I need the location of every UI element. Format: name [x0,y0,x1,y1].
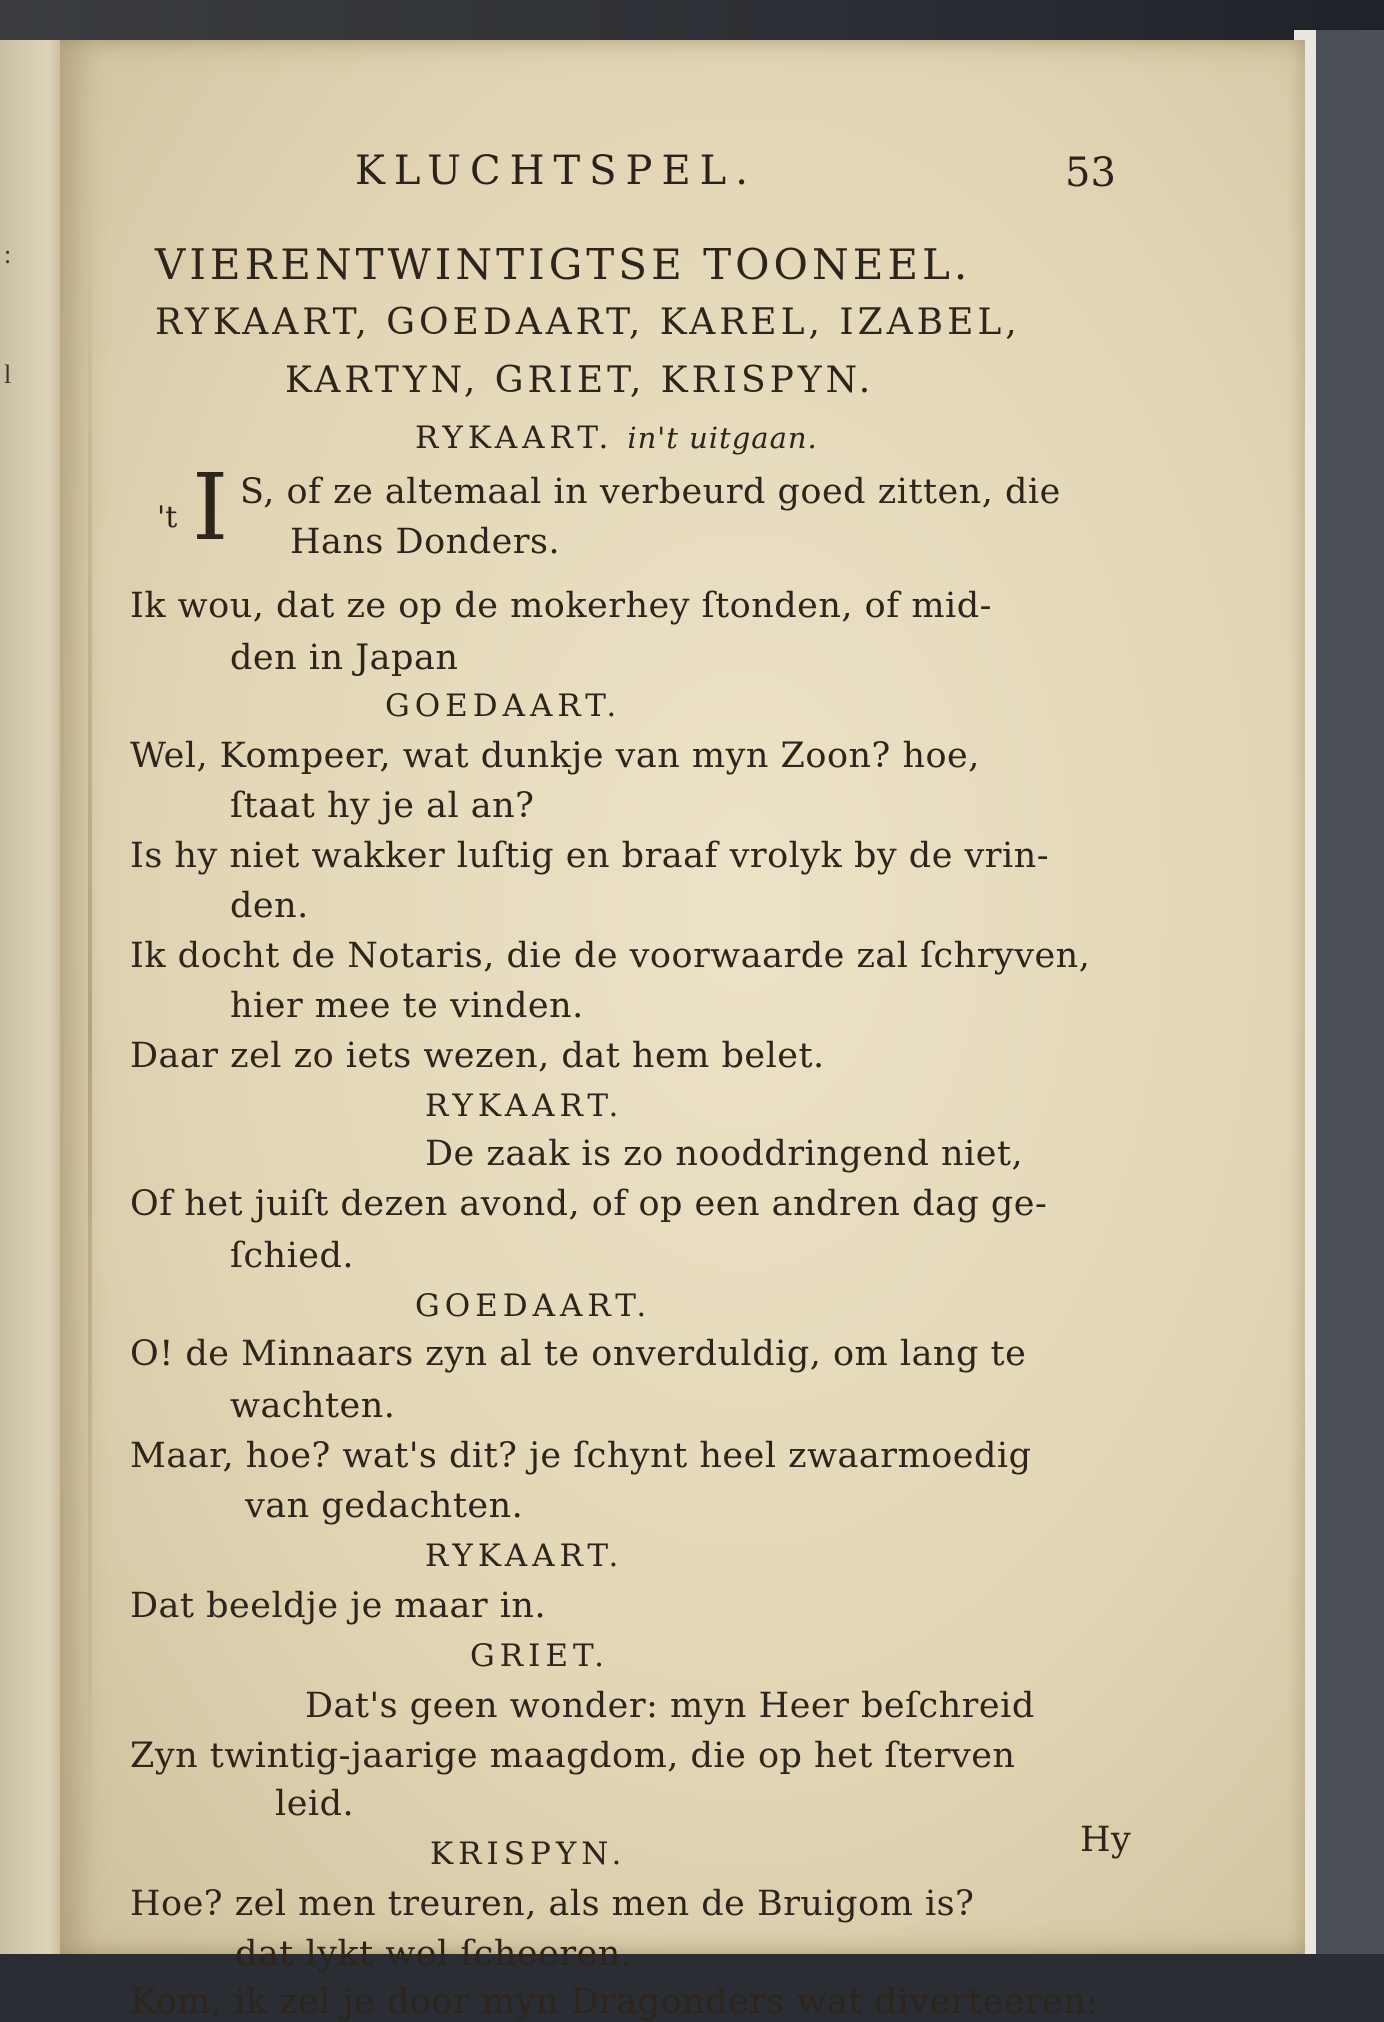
verse-line: dat lykt wel ſcheeren. [235,1934,633,1974]
verse-line: Ik wou, dat ze op de mokerhey ſtonden, of mid- [130,586,992,626]
speaker-name: GOEDAART. [415,1288,652,1324]
running-title: KLUCHTSPEL. [355,148,757,194]
verse-line: wachten. [230,1386,396,1426]
page-number: 53 [1065,150,1116,196]
verse-line: ſchied. [230,1236,355,1276]
verse-line: Hans Donders. [290,522,561,562]
speaker-name: RYKAART. [425,1538,624,1574]
cast-list: RYKAART, GOEDAART, KAREL, IZABEL, [155,302,1021,343]
catchword: Hy [1080,1820,1132,1860]
verse-line: leid. [275,1784,355,1824]
verse-line: S, of ze altemaal in verbeurd goed zitten, die [240,472,1061,512]
verse-line: Ik docht de Notaris, die de voorwaarde zal ſchryven, [130,936,1091,976]
speaker-heading [385,688,621,724]
speaker-heading [415,420,818,456]
book-cover-edge [1294,30,1384,1954]
speaker-name: KRISPYN. [430,1836,627,1872]
speaker-heading [470,1638,609,1674]
verse-line: O! de Minnaars zyn al te onverduldig, om lang te [130,1334,1027,1374]
stage-direction: in't uitgaan. [627,421,818,455]
speaker-name: RYKAART. [415,420,614,456]
verse-line: Dat's geen wonder: myn Heer beſchreid [305,1686,1035,1726]
verse-line: Hoe? zel men treuren, als men de Bruigom is? [130,1884,975,1924]
verse-line: Of het juiſt dezen avond, of op een andren dag ge- [130,1184,1048,1224]
verse-line: den in Japan [230,638,459,678]
facing-page-mark: l [4,360,12,389]
verse-line: den. [230,886,309,926]
speaker-heading [415,1288,651,1324]
facing-page-mark: : [4,240,12,269]
verse-line: De zaak is zo nooddringend niet, [425,1134,1024,1174]
verse-line: van gedachten. [245,1486,524,1526]
verse-line: Wel, Kompeer, wat dunkje van myn Zoon? hoe, [130,736,980,776]
speaker-name: GRIET. [470,1638,609,1674]
speaker-heading [425,1088,623,1124]
opening-mark: 't [157,500,178,535]
speaker-heading [425,1538,623,1574]
verse-line: Kom, ik zel je door myn Dragonders wat diverteeren: [130,1982,1099,2022]
running-head [60,148,1305,208]
verse-line: Is hy niet wakker luſtig en braaf vrolyk by de vrin- [130,836,1050,876]
verse-line: Dat beeldje je maar in. [130,1586,547,1626]
book-page [60,40,1305,2022]
cast-list: KARTYN, GRIET, KRISPYN. [285,360,875,401]
verse-line: Zyn twintig-jaarige maagdom, die op het ſterven [130,1736,1016,1776]
speaker-name: RYKAART. [425,1088,624,1124]
scene-title: VIERENTWINTIGTSE TOONEEL. [155,240,972,289]
drop-cap: I [192,454,229,561]
speaker-heading [430,1836,626,1872]
verse-line: Daar zel zo iets wezen, dat hem belet. [130,1036,825,1076]
page-crease [88,170,92,1890]
verse-line: ſtaat hy je al an? [230,786,535,826]
speaker-name: GOEDAART. [385,688,622,724]
verse-line: hier mee te vinden. [230,986,584,1026]
verse-line: Maar, hoe? wat's dit? je ſchynt heel zwaarmoedig [130,1436,1032,1476]
